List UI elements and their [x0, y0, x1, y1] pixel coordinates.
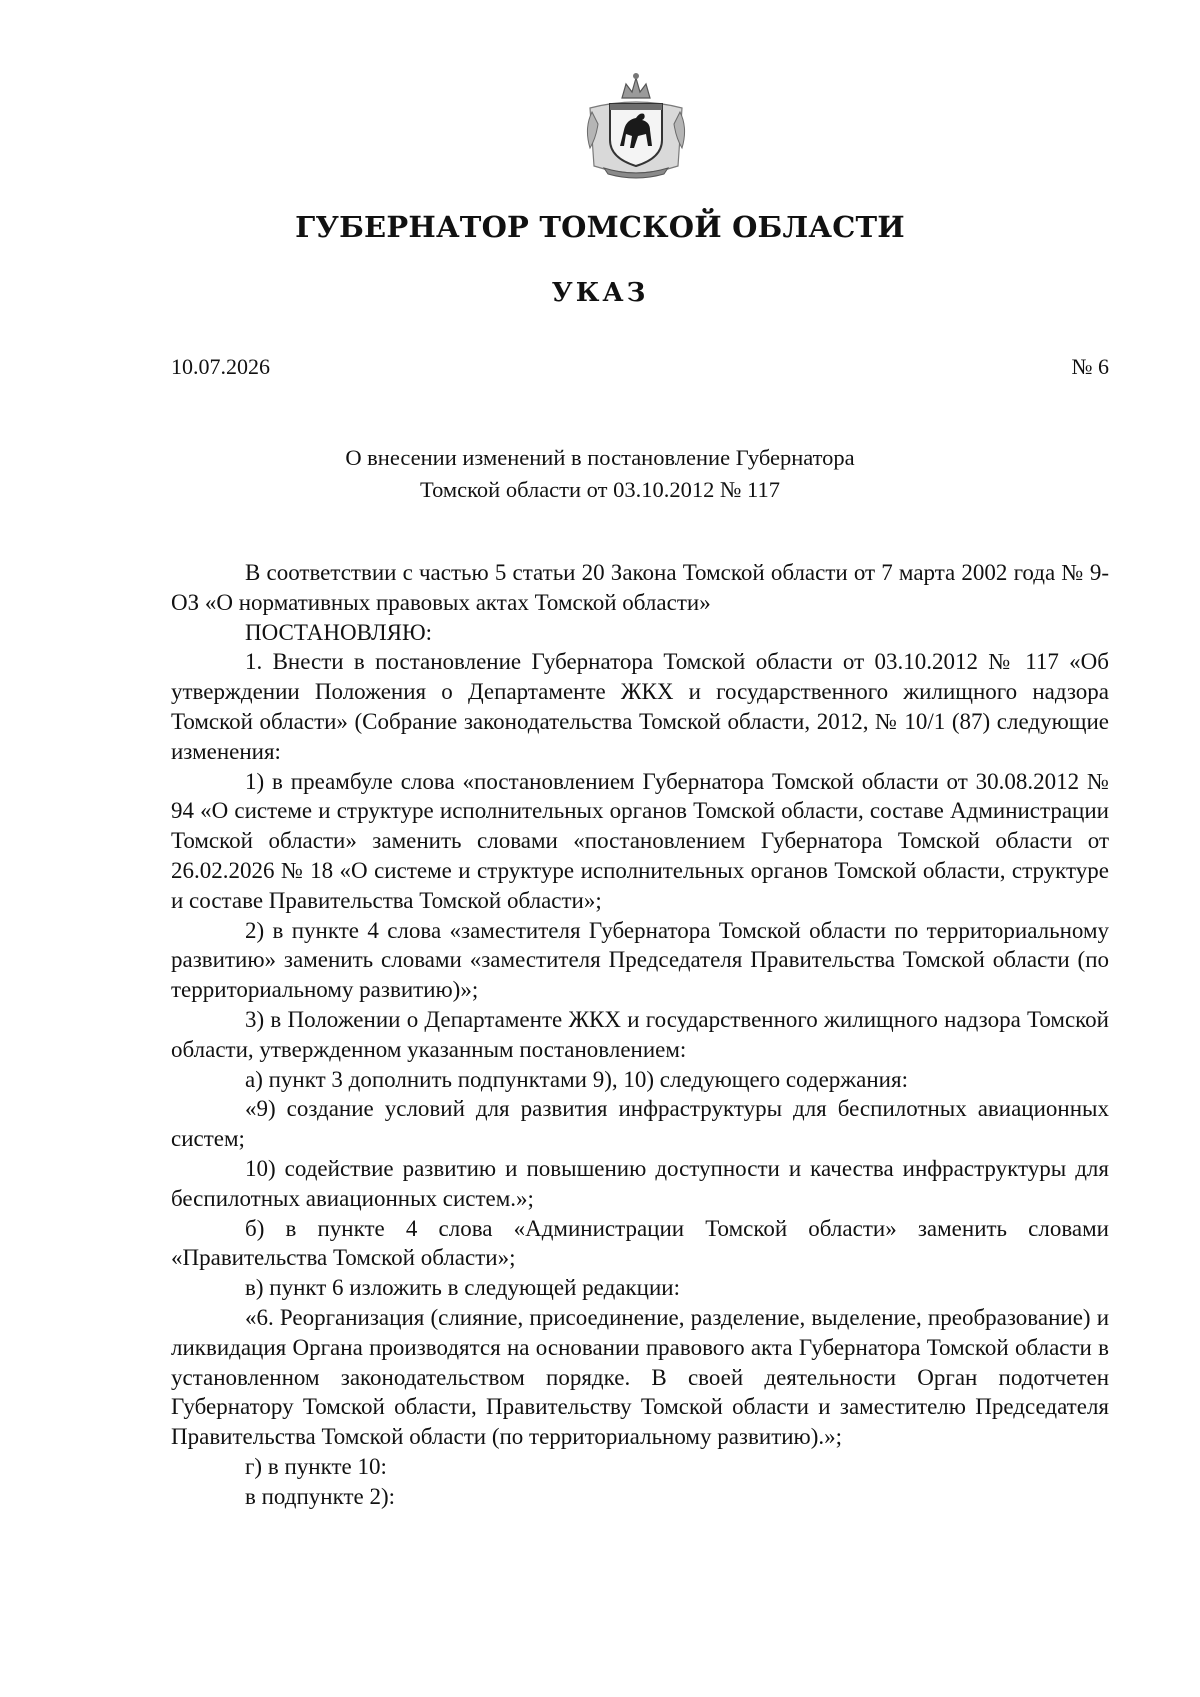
paragraph: 2) в пункте 4 слова «заместителя Губернатора Томской области по территориальному развитию» заменить словами «заместителя Председателя Правительства Томской области (по территориальному развитию)»;	[171, 917, 1109, 1003]
paragraph: г) в пункте 10:	[245, 1453, 387, 1479]
document-number: № 6	[1071, 354, 1109, 379]
paragraph: б) в пункте 4 слова «Администрации Томской области» заменить словами «Правительства Томской области»;	[171, 1215, 1109, 1271]
document-body	[171, 558, 1109, 1512]
subject-line-1: О внесении изменений в постановление Губернатора	[345, 445, 855, 470]
paragraph: в) пункт 6 изложить в следующей редакции:	[245, 1275, 680, 1301]
paragraph: а) пункт 3 дополнить подпунктами 9), 10) следующего содержания:	[245, 1066, 908, 1092]
document-subject	[0, 442, 1200, 506]
paragraph: 1. Внести в постановление Губернатора Томской области от 03.10.2012 № 117 «Об утверждении Положения о Департаменте ЖКХ и государственного жилищного надзора Томской области» (Собрание законодательства Томской области, 2012, № 10/1 (87) следующие изменения:	[171, 649, 1109, 764]
paragraph: 10) содействие развитию и повышению доступности и качества инфраструктуры для беспилотных авиационных систем.»;	[171, 1155, 1109, 1211]
document-type: УКАЗ	[551, 278, 649, 308]
paragraph: «6. Реорганизация (слияние, присоединение, разделение, выделение, преобразование) и ликвидация Органа производятся на основании правового акта Губернатора Томской области в установленном законодательством порядке. В своей деятельности Орган подотчетен Губернатору Томской области, Правительству Томской области и заместителю Председателя Правительства Томской области (по территориальному развитию).»;	[171, 1304, 1109, 1450]
coat-of-arms-tomsk-icon	[580, 68, 692, 180]
paragraph: в подпункте 2):	[245, 1483, 396, 1509]
issuing-authority: ГУБЕРНАТОР ТОМСКОЙ ОБЛАСТИ	[295, 210, 905, 244]
paragraph: ПОСТАНОВЛЯЮ:	[245, 619, 433, 645]
paragraph: В соответствии с частью 5 статьи 20 Закона Томской области от 7 марта 2002 года № 9-ОЗ «О нормативных правовых актах Томской области»	[171, 560, 1109, 615]
paragraph: 1) в преамбуле слова «постановлением Губернатора Томской области от 30.08.2012 № 94 «О системе и структуре исполнительных органов Томской области, составе Администрации Томской области» заменить словами «постановлением Губернатора Томской области от 26.02.2026 № 18 «О системе и структуре исполнительных органов Томской области, структуре и составе Правительства Томской области»;	[171, 768, 1109, 913]
paragraph: 3) в Положении о Департаменте ЖКХ и государственного жилищного надзора Томской области, утвержденном указанным постановлением:	[171, 1006, 1109, 1062]
subject-line-2: Томской области от 03.10.2012 № 117	[420, 477, 780, 502]
document-date: 10.07.2026	[171, 354, 270, 379]
paragraph: «9) создание условий для развития инфраструктуры для беспилотных авиационных систем;	[171, 1096, 1109, 1152]
